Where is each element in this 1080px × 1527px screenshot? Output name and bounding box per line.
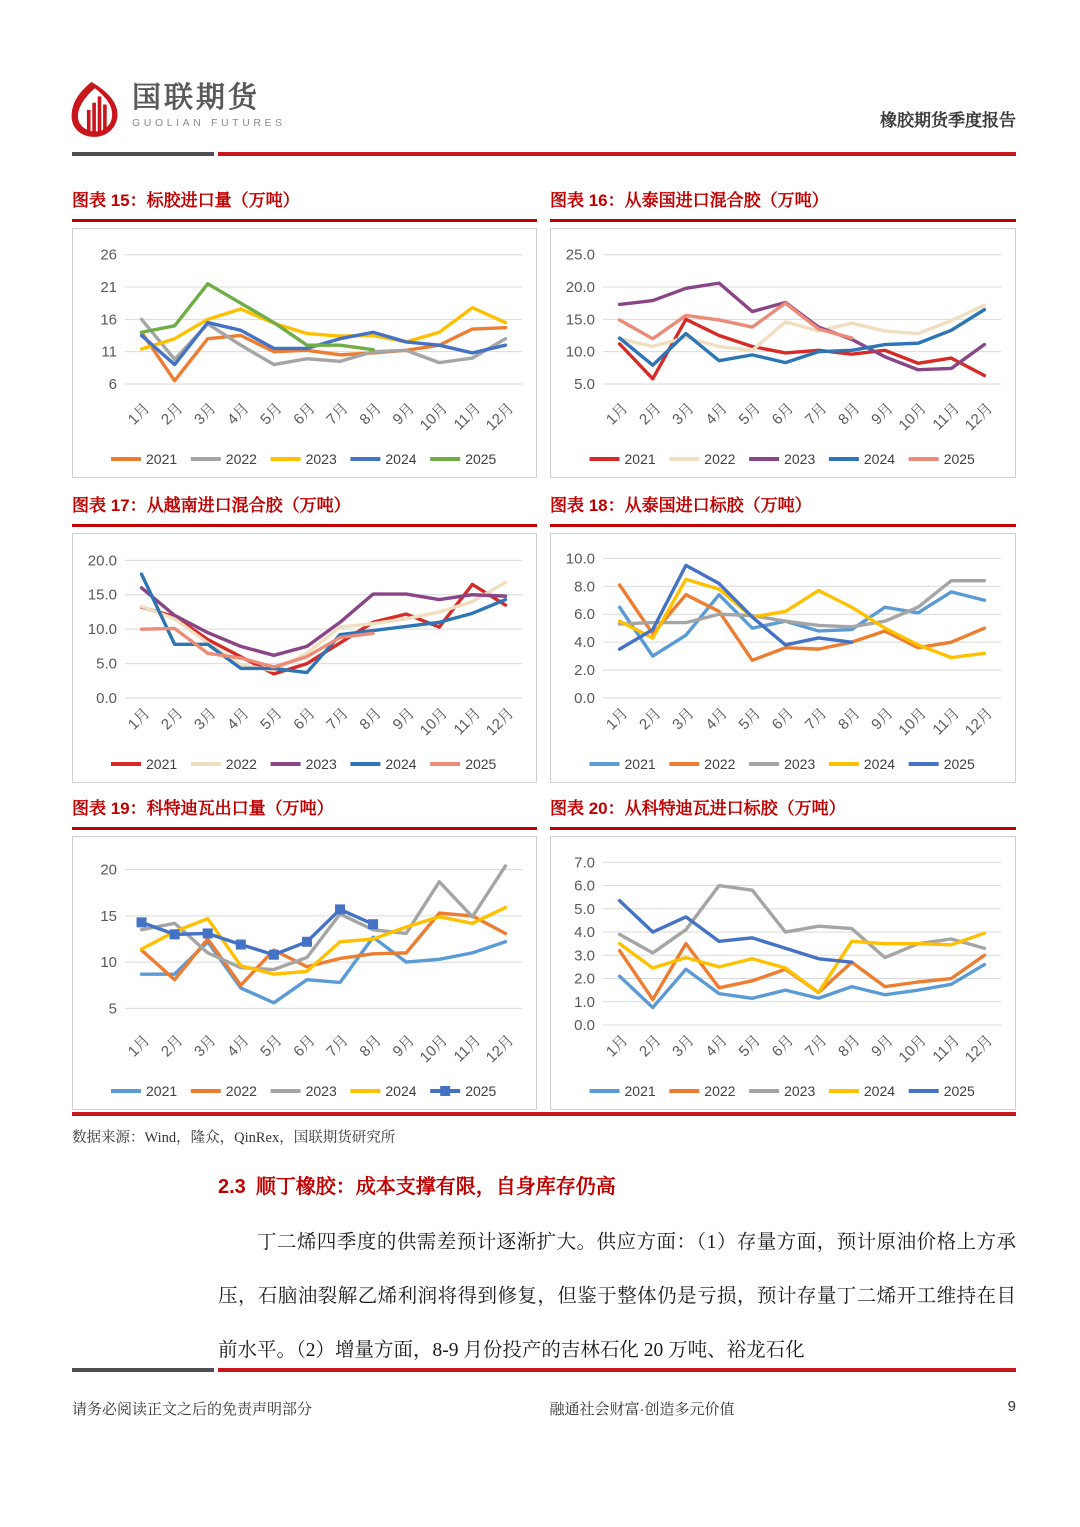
svg-text:2023: 2023 <box>784 451 816 467</box>
svg-text:2025: 2025 <box>943 1083 975 1099</box>
svg-text:1月: 1月 <box>124 399 154 429</box>
line-chart-figure-20 <box>550 836 1016 1110</box>
logo-name-en: GUOLIAN FUTURES <box>132 117 286 129</box>
svg-text:11月: 11月 <box>450 704 485 739</box>
svg-text:2023: 2023 <box>784 756 816 772</box>
chart-title-underline <box>72 827 537 830</box>
chart-title: 图表 17：从越南进口混合胶（万吨） <box>72 496 351 515</box>
svg-text:8月: 8月 <box>356 399 385 429</box>
svg-text:6月: 6月 <box>768 1031 798 1061</box>
svg-text:3月: 3月 <box>191 1031 220 1061</box>
report-type-title: 橡胶期货季度报告 <box>880 111 1016 130</box>
logo-name-cn: 国联期货 <box>132 82 261 114</box>
svg-text:6: 6 <box>108 375 117 393</box>
svg-text:3月: 3月 <box>669 1031 698 1061</box>
section-heading <box>218 1170 616 1199</box>
svg-text:8.0: 8.0 <box>574 578 595 596</box>
svg-text:7月: 7月 <box>323 1031 352 1061</box>
svg-text:2025: 2025 <box>465 756 497 772</box>
svg-text:11月: 11月 <box>450 399 485 434</box>
svg-text:9月: 9月 <box>868 704 897 734</box>
svg-text:2022: 2022 <box>704 756 736 772</box>
svg-text:11月: 11月 <box>450 1031 485 1066</box>
svg-text:6月: 6月 <box>290 399 319 429</box>
svg-text:2024: 2024 <box>385 1083 417 1099</box>
svg-text:7月: 7月 <box>801 1031 831 1061</box>
svg-text:5月: 5月 <box>735 1031 765 1061</box>
svg-text:10.0: 10.0 <box>565 550 595 568</box>
svg-text:11月: 11月 <box>929 704 964 739</box>
svg-text:3月: 3月 <box>191 399 220 429</box>
figure-19 <box>72 798 537 1110</box>
figure-15 <box>72 190 537 478</box>
svg-text:10月: 10月 <box>416 704 452 740</box>
svg-text:12月: 12月 <box>482 1031 518 1067</box>
svg-text:10月: 10月 <box>895 399 930 435</box>
chart-title: 图表 20：从科特迪瓦进口标胶（万吨） <box>550 799 846 818</box>
svg-text:6.0: 6.0 <box>574 877 595 895</box>
svg-text:6月: 6月 <box>290 704 319 734</box>
svg-text:1月: 1月 <box>602 1031 632 1061</box>
svg-text:20.0: 20.0 <box>565 279 595 297</box>
svg-text:8月: 8月 <box>835 1031 864 1061</box>
svg-text:2021: 2021 <box>146 1083 178 1099</box>
svg-text:1.0: 1.0 <box>574 993 595 1011</box>
figure-17 <box>72 495 537 783</box>
svg-text:4月: 4月 <box>702 704 731 734</box>
line-chart-figure-18 <box>550 533 1016 783</box>
svg-text:0.0: 0.0 <box>96 690 117 707</box>
svg-text:26: 26 <box>100 246 117 264</box>
svg-text:2023: 2023 <box>305 451 337 467</box>
logo-flame-icon <box>68 80 122 138</box>
svg-text:2023: 2023 <box>305 756 337 772</box>
svg-text:2月: 2月 <box>636 704 665 734</box>
svg-text:9月: 9月 <box>868 1031 897 1061</box>
footer-disclaimer: 请务必阅读正文之后的免责声明部分 <box>72 1401 313 1418</box>
svg-text:1月: 1月 <box>124 1031 154 1061</box>
svg-text:8月: 8月 <box>835 399 864 429</box>
svg-text:5月: 5月 <box>257 1031 286 1061</box>
svg-text:6月: 6月 <box>290 1031 319 1061</box>
svg-text:2024: 2024 <box>385 451 417 467</box>
svg-text:6月: 6月 <box>768 399 798 429</box>
svg-text:20: 20 <box>100 861 117 879</box>
footer-slogan: 融通社会财富·创造多元价值 <box>549 1401 735 1418</box>
chart-title: 图表 18：从泰国进口标胶（万吨） <box>550 496 812 515</box>
svg-text:1月: 1月 <box>602 704 632 734</box>
svg-text:25.0: 25.0 <box>565 246 595 264</box>
chart-title: 图表 16：从泰国进口混合胶（万吨） <box>550 191 829 210</box>
svg-text:16: 16 <box>100 311 117 329</box>
svg-text:5.0: 5.0 <box>574 375 595 393</box>
svg-text:5月: 5月 <box>257 399 286 429</box>
svg-text:5月: 5月 <box>257 704 286 734</box>
svg-text:2022: 2022 <box>225 756 257 772</box>
svg-text:15: 15 <box>100 907 117 925</box>
svg-text:11月: 11月 <box>929 1031 964 1066</box>
svg-text:7月: 7月 <box>801 704 831 734</box>
svg-text:5.0: 5.0 <box>574 900 595 918</box>
line-chart-figure-17 <box>72 533 537 783</box>
chart-title: 图表 15：标胶进口量（万吨） <box>72 191 300 210</box>
svg-text:6.0: 6.0 <box>574 606 595 624</box>
svg-text:4月: 4月 <box>224 399 253 429</box>
svg-text:12月: 12月 <box>482 399 518 435</box>
svg-text:6月: 6月 <box>768 704 798 734</box>
charts-bottom-divider <box>72 1112 1016 1116</box>
line-chart-figure-19 <box>72 836 537 1110</box>
svg-text:5: 5 <box>108 1000 117 1018</box>
svg-text:0.0: 0.0 <box>574 1017 595 1034</box>
chart-title-underline <box>550 219 1016 222</box>
svg-text:10月: 10月 <box>416 1031 452 1067</box>
svg-text:12月: 12月 <box>961 704 997 740</box>
chart-title-underline <box>550 524 1016 527</box>
chart-title-underline <box>72 524 537 527</box>
header-divider <box>72 152 1016 156</box>
divider-gray-segment <box>72 152 214 156</box>
svg-text:10: 10 <box>100 954 117 972</box>
divider-gray-segment <box>72 1368 214 1372</box>
svg-text:10.0: 10.0 <box>565 343 595 361</box>
svg-text:9月: 9月 <box>389 704 419 734</box>
line-chart-figure-16 <box>550 228 1016 478</box>
svg-text:12月: 12月 <box>961 399 997 435</box>
svg-text:2024: 2024 <box>863 756 896 772</box>
svg-text:3月: 3月 <box>669 704 698 734</box>
svg-text:4.0: 4.0 <box>574 634 595 652</box>
body-paragraph: 丁二烯四季度的供需差预计逐渐扩大。供应方面：（1）存量方面，预计原油价格上方承压，石脑油裂解乙烯利润将得到修复，但鉴于整体仍是亏损，预计存量丁二烯开工维持在目前水平。（2）增量方面，8-9 月份投产的吉林石化 20 万吨、裕龙石化 <box>218 1232 1016 1361</box>
line-chart-figure-15 <box>72 228 537 478</box>
data-source-note: 数据来源：Wind，隆众，QinRex，国联期货研究所 <box>72 1130 396 1146</box>
svg-text:2月: 2月 <box>636 399 665 429</box>
figure-18 <box>550 495 1016 783</box>
svg-text:3月: 3月 <box>669 399 698 429</box>
page-number: 9 <box>1007 1398 1016 1415</box>
svg-text:4月: 4月 <box>702 399 731 429</box>
svg-text:2024: 2024 <box>863 451 896 467</box>
svg-text:8月: 8月 <box>835 704 864 734</box>
svg-text:10月: 10月 <box>895 1031 930 1067</box>
svg-text:2021: 2021 <box>624 756 656 772</box>
svg-text:4月: 4月 <box>702 1031 731 1061</box>
svg-text:2.0: 2.0 <box>574 970 595 988</box>
svg-text:5月: 5月 <box>735 704 765 734</box>
svg-text:5月: 5月 <box>735 399 765 429</box>
figure-20 <box>550 798 1016 1110</box>
svg-text:15.0: 15.0 <box>565 311 595 329</box>
svg-text:2022: 2022 <box>225 1083 257 1099</box>
svg-text:2022: 2022 <box>225 451 257 467</box>
svg-text:12月: 12月 <box>961 1031 997 1067</box>
svg-text:2023: 2023 <box>784 1083 816 1099</box>
svg-text:2月: 2月 <box>636 1031 665 1061</box>
svg-text:2024: 2024 <box>385 756 417 772</box>
svg-text:8月: 8月 <box>356 1031 385 1061</box>
svg-text:12月: 12月 <box>482 704 518 740</box>
chart-title-underline <box>550 827 1016 830</box>
svg-text:9月: 9月 <box>868 399 897 429</box>
svg-text:10月: 10月 <box>416 399 452 435</box>
svg-text:2024: 2024 <box>863 1083 896 1099</box>
figure-16 <box>550 190 1016 478</box>
svg-text:21: 21 <box>100 279 117 297</box>
svg-text:2021: 2021 <box>624 1083 656 1099</box>
section-title: 顺丁橡胶：成本支撑有限，自身库存仍高 <box>255 1176 616 1198</box>
svg-text:2025: 2025 <box>465 451 497 467</box>
svg-text:2025: 2025 <box>465 1083 497 1099</box>
svg-text:7月: 7月 <box>801 399 831 429</box>
svg-text:2022: 2022 <box>704 1083 736 1099</box>
svg-text:7月: 7月 <box>323 704 352 734</box>
chart-title-underline <box>72 219 537 222</box>
svg-text:2021: 2021 <box>146 756 178 772</box>
footer-divider <box>72 1368 1016 1372</box>
svg-text:2025: 2025 <box>943 451 975 467</box>
svg-text:20.0: 20.0 <box>87 552 117 570</box>
section-number: 2.3 <box>218 1176 246 1198</box>
company-logo <box>68 80 286 138</box>
svg-text:9月: 9月 <box>389 1031 419 1061</box>
svg-text:2023: 2023 <box>305 1083 337 1099</box>
svg-text:1月: 1月 <box>602 399 632 429</box>
svg-text:2月: 2月 <box>157 704 187 734</box>
svg-text:4月: 4月 <box>224 1031 253 1061</box>
svg-text:2021: 2021 <box>624 451 656 467</box>
svg-text:5.0: 5.0 <box>96 655 117 673</box>
svg-text:10月: 10月 <box>895 704 930 740</box>
svg-text:7月: 7月 <box>323 399 352 429</box>
svg-text:2021: 2021 <box>146 451 178 467</box>
logo-text <box>132 80 286 129</box>
svg-text:2022: 2022 <box>704 451 736 467</box>
svg-text:9月: 9月 <box>389 399 419 429</box>
svg-text:10.0: 10.0 <box>87 621 117 639</box>
svg-text:2.0: 2.0 <box>574 662 595 680</box>
svg-text:11: 11 <box>101 343 117 361</box>
svg-text:3月: 3月 <box>191 704 220 734</box>
svg-text:2月: 2月 <box>157 1031 187 1061</box>
svg-text:3.0: 3.0 <box>574 947 595 965</box>
svg-text:4月: 4月 <box>224 704 253 734</box>
divider-red-segment <box>218 1368 1016 1372</box>
svg-text:1月: 1月 <box>124 704 154 734</box>
svg-text:8月: 8月 <box>356 704 385 734</box>
svg-text:4.0: 4.0 <box>574 924 595 942</box>
svg-text:7.0: 7.0 <box>574 854 595 872</box>
svg-text:15.0: 15.0 <box>87 586 117 604</box>
svg-text:0.0: 0.0 <box>574 690 595 707</box>
svg-text:11月: 11月 <box>929 399 964 434</box>
chart-title: 图表 19：科特迪瓦出口量（万吨） <box>72 799 334 818</box>
svg-text:2025: 2025 <box>943 756 975 772</box>
svg-text:2月: 2月 <box>157 399 187 429</box>
divider-red-segment <box>218 152 1016 156</box>
